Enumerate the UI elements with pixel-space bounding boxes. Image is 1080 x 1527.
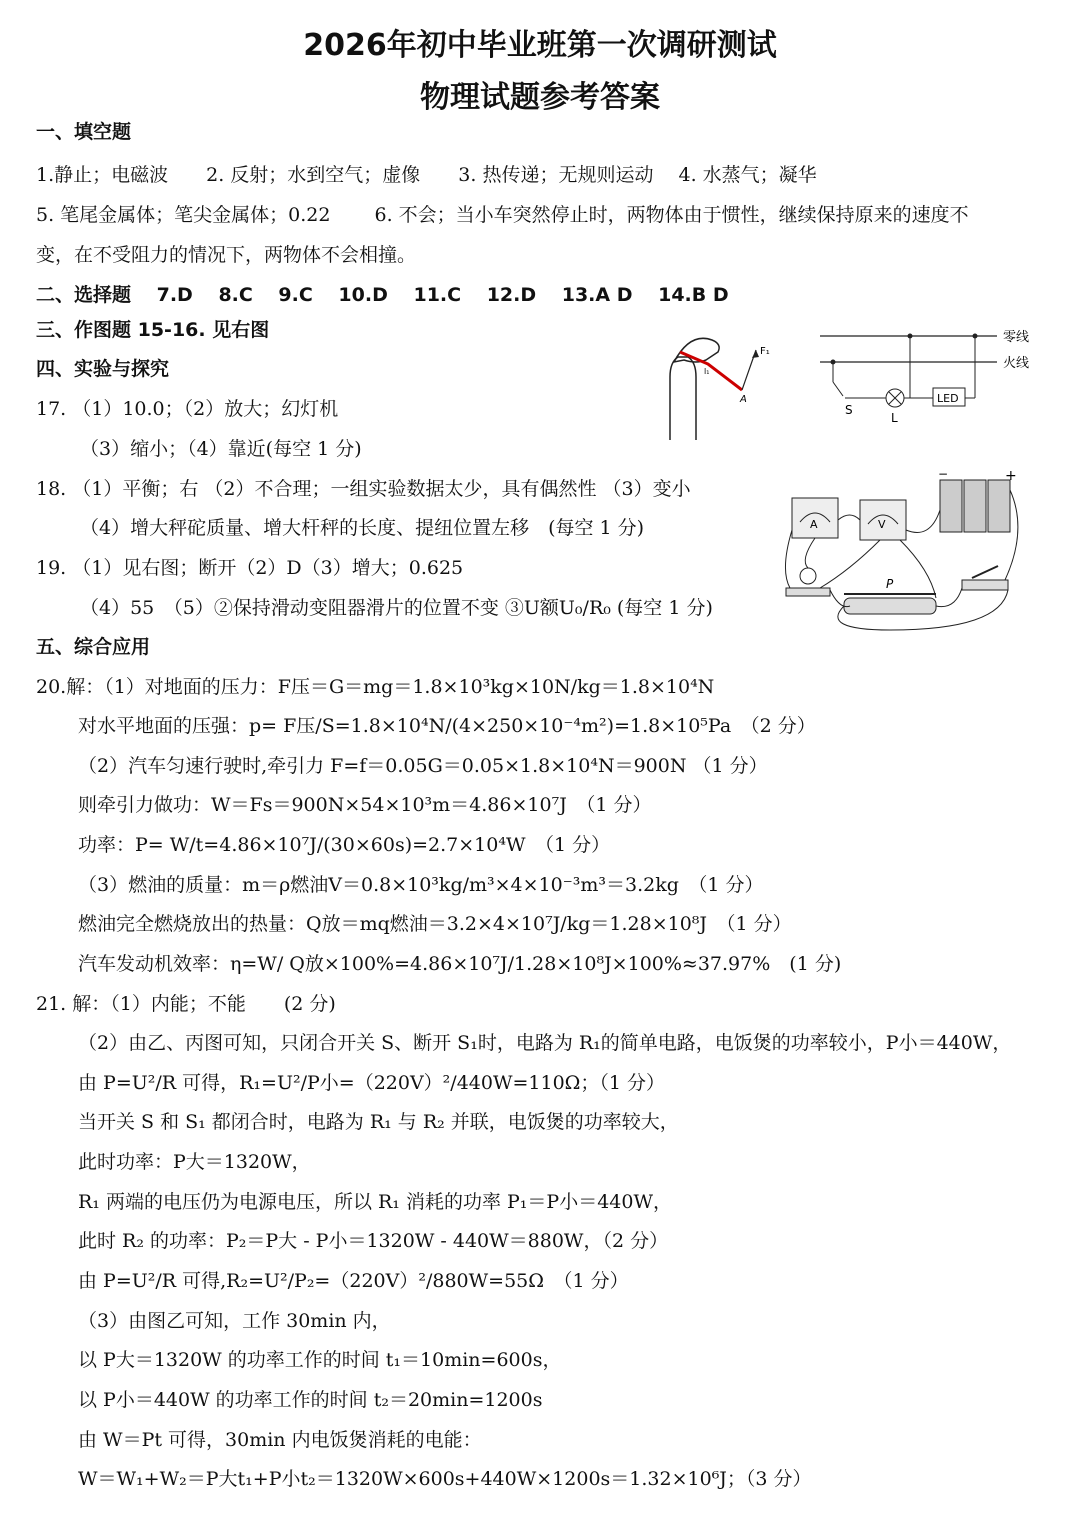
lamp-label: L — [891, 411, 898, 425]
ammeter-label: A — [810, 518, 818, 531]
answer-line: 21. 解：（1）内能；不能 (2 分) — [36, 993, 336, 1015]
answer-line: 燃油完全燃烧放出的热量：Q放＝mq燃油＝3.2×4×10⁷J/kg＝1.28×10⁸J （1 分） — [78, 913, 792, 935]
voltmeter-label: V — [878, 518, 886, 531]
answer-line: 以 P小＝440W 的功率工作的时间 t₂＝20min=1200s — [78, 1389, 543, 1411]
apparatus-figure — [780, 470, 1030, 640]
answer-line: （2）汽车匀速行驶时,牵引力 F=f＝0.05G＝0.05×1.8×10⁴N＝900N （1 分） — [78, 755, 768, 777]
section-heading-experiment: 四、实验与探究 — [36, 358, 170, 380]
slider-label: P — [886, 577, 894, 591]
page-title: 2026年初中毕业班第一次调研测试 — [303, 28, 777, 63]
arm-label: l₁ — [704, 367, 710, 376]
answer-line: （4）55 （5）②保持滑动变阻器滑片的位置不变 ③U额U₀/R₀ (每空 1 分) — [80, 597, 713, 619]
answer-line: （4）增大秤砣质量、增大杆秤的长度、提纽位置左移 (每空 1 分) — [80, 517, 645, 539]
answer-line: 功率：P= W/t=4.86×10⁷J/(30×60s)=2.7×10⁴W （1 分） — [78, 834, 611, 856]
answer-line: 19. （1）见右图；断开（2）D（3）增大；0.625 — [36, 557, 464, 579]
answer-line: 由 P=U²/R 可得，R₁=U²/P小=（220V）²/440W=110Ω；（1 分） — [78, 1072, 666, 1094]
section-heading-fill-blank: 一、填空题 — [36, 121, 132, 143]
answer-line: （3）由图乙可知，工作 30min 内， — [78, 1310, 391, 1332]
answer-line: 此时 R₂ 的功率：P₂＝P大 - P小＝1320W - 440W＝880W，（2 分） — [78, 1230, 669, 1252]
answer-line: （3）缩小；（4）靠近(每空 1 分) — [80, 438, 362, 460]
answer-line: 5. 笔尾金属体；笔尖金属体；0.22 6. 不会；当小车突然停止时，两物体由于惯性，继续保持原来的速度不 — [36, 204, 969, 226]
lever-figure — [660, 322, 780, 440]
answer-line: 由 P=U²/R 可得,R₂=U²/P₂=（220V）²/880W=55Ω （1 分） — [78, 1270, 629, 1292]
answer-line: 则牵引力做功：W＝Fs＝900N×54×10³m＝4.86×10⁷J （1 分） — [78, 794, 652, 816]
led-label: LED — [937, 392, 959, 405]
answer-line: 变，在不受阻力的情况下，两物体不会相撞。 — [36, 244, 417, 266]
answer-line: 由 W＝Pt 可得，30min 内电饭煲消耗的电能： — [78, 1429, 482, 1451]
answer-line: 对水平地面的压强：p= F压/S=1.8×10⁴N/(4×250×10⁻⁴m²)=1.8×10⁵Pa （2 分） — [78, 715, 816, 737]
section-heading-application: 五、综合应用 — [36, 636, 151, 658]
answer-line: W＝W₁+W₂＝P大t₁+P小t₂＝1320W×600s+440W×1200s＝1.32×10⁶J；（3 分） — [78, 1468, 812, 1490]
plus-label: + — [1005, 470, 1017, 484]
minus-label: − — [938, 470, 949, 481]
section-heading-choice: 二、选择题 7.D 8.C 9.C 10.D 11.C 12.D 13.A D 14.B D — [36, 284, 729, 306]
home-circuit-figure — [815, 322, 1045, 430]
answer-line: 汽车发动机效率：η=W/ Q放×100%=4.86×10⁷J/1.28×10⁸J×100%≈37.97% (1 分) — [78, 953, 842, 975]
answer-line: R₁ 两端的电压仍为电源电压，所以 R₁ 消耗的功率 P₁＝P小＝440W， — [78, 1191, 672, 1213]
answer-line: 18. （1）平衡；右 （2）不合理；一组实验数据太少，具有偶然性 （3）变小 — [36, 478, 691, 500]
answer-line: 此时功率：P大＝1320W， — [78, 1151, 311, 1173]
answer-line: 当开关 S 和 S₁ 都闭合时，电路为 R₁ 与 R₂ 并联，电饭煲的功率较大， — [78, 1111, 679, 1133]
switch-label: S — [845, 403, 853, 417]
answer-line: （3）燃油的质量：m＝ρ燃油V＝0.8×10³kg/m³×4×10⁻³m³＝3.2kg （1 分） — [78, 874, 764, 896]
neutral-line-label: 零线 — [1003, 330, 1030, 345]
page-subtitle: 物理试题参考答案 — [420, 80, 660, 115]
section-heading-drawing: 三、作图题 15-16. 见右图 — [36, 319, 270, 341]
answer-line: （2）由乙、丙图可知，只闭合开关 S、断开 S₁时，电路为 R₁的简单电路，电饭煲的功率较小，P小＝440W， — [78, 1032, 1012, 1054]
answer-line: 20.解：（1）对地面的压力：F压＝G＝mg＝1.8×10³kg×10N/kg＝1.8×10⁴N — [36, 676, 715, 698]
answer-line: 1.静止；电磁波 2. 反射；水到空气；虚像 3. 热传递；无规则运动 4. 水蒸气；凝华 — [36, 164, 817, 186]
force-label: F₁ — [760, 346, 770, 357]
answer-line: 17. （1）10.0；（2）放大；幻灯机 — [36, 398, 339, 420]
answer-line: 以 P大＝1320W 的功率工作的时间 t₁＝10min=600s， — [78, 1349, 562, 1371]
point-label: A — [740, 394, 747, 405]
live-line-label: 火线 — [1003, 356, 1030, 371]
